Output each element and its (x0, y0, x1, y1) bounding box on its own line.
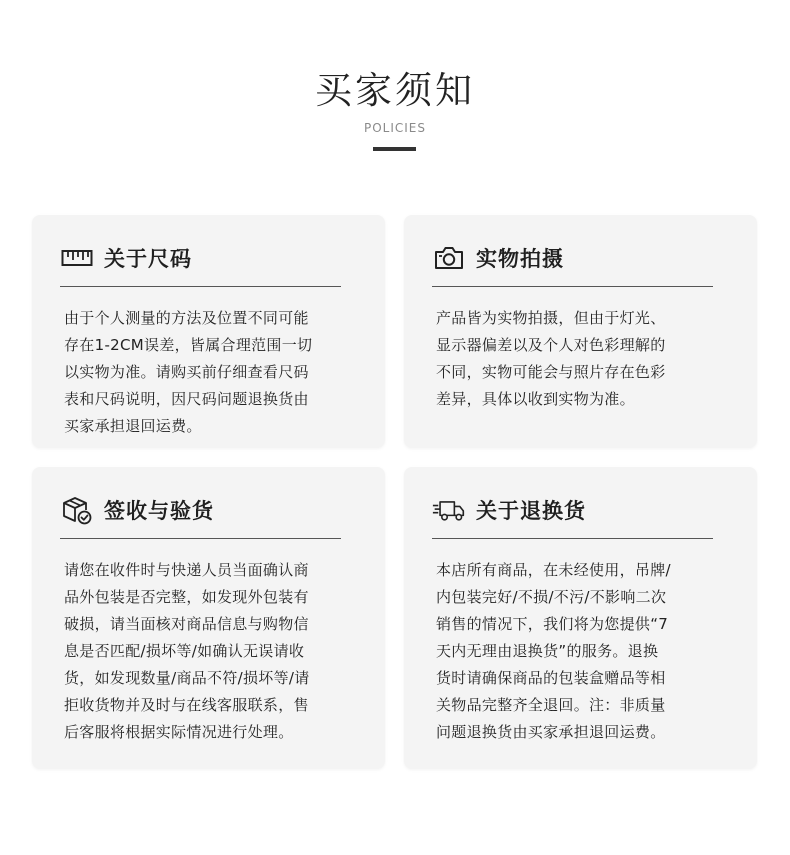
card-body (436, 557, 735, 746)
card-text-line: 买家承担退回运费。 (64, 417, 202, 435)
card-divider (60, 538, 341, 539)
card-text-line: 息是否匹配/损坏等/如确认无误请收 (64, 642, 305, 660)
ruler-icon (60, 241, 94, 275)
card-body (436, 305, 735, 413)
card-text-line: 破损，请当面核对商品信息与购物信 (64, 615, 309, 633)
card-text-line: 货，如发现数量/商品不符/损坏等/请 (64, 669, 310, 687)
card-header (60, 491, 214, 529)
card-title: 关于退换货 (476, 499, 586, 523)
title-underline (373, 147, 416, 151)
card-title: 关于尺码 (104, 247, 192, 271)
card-header (432, 239, 564, 277)
card-text-line: 存在1-2CM误差，皆属合理范围一切 (64, 336, 313, 354)
card-header (432, 491, 586, 529)
page-header (0, 0, 790, 160)
card-divider (432, 538, 713, 539)
card-text-line: 拒收货物并及时与在线客服联系，售 (64, 696, 309, 714)
card-text-line: 不同，实物可能会与照片存在色彩 (436, 363, 666, 381)
card-text-line: 天内无理由退换货”的服务。退换 (436, 642, 659, 660)
package-check-icon (60, 493, 94, 527)
policy-card-size (32, 215, 385, 448)
policy-card-photos (404, 215, 757, 448)
card-header (60, 239, 192, 277)
card-divider (432, 286, 713, 287)
card-text-line: 本店所有商品，在未经使用，吊牌/ (436, 561, 671, 579)
card-body (64, 305, 363, 440)
card-text-line: 差异，具体以收到实物为准。 (436, 390, 635, 408)
card-text-line: 请您在收件时与快递人员当面确认商 (64, 561, 309, 579)
delivery-truck-icon (432, 493, 466, 527)
page-subtitle: POLICIES (363, 121, 427, 135)
card-text-line: 表和尺码说明，因尺码问题退换货由 (64, 390, 309, 408)
card-text-line: 由于个人测量的方法及位置不同可能 (64, 309, 309, 327)
card-text-line: 关物品完整齐全退回。注：非质量 (436, 696, 666, 714)
card-title: 实物拍摄 (476, 247, 564, 271)
card-text-line: 后客服将根据实际情况进行处理。 (64, 723, 294, 741)
page-title: 买家须知 (315, 69, 475, 112)
card-body (64, 557, 363, 746)
camera-icon (432, 241, 466, 275)
card-text-line: 问题退换货由买家承担退回运费。 (436, 723, 666, 741)
card-text-line: 品外包装是否完整，如发现外包装有 (64, 588, 309, 606)
card-text-line: 产品皆为实物拍摄，但由于灯光、 (436, 309, 666, 327)
policy-card-receipt (32, 467, 385, 769)
card-text-line: 显示器偏差以及个人对色彩理解的 (436, 336, 666, 354)
policy-card-returns (404, 467, 757, 769)
card-text-line: 内包装完好/不损/不污/不影响二次 (436, 588, 667, 606)
card-text-line: 销售的情况下，我们将为您提供“7 (436, 615, 669, 633)
card-text-line: 货时请确保商品的包装盒赠品等相 (436, 669, 666, 687)
card-text-line: 以实物为准。请购买前仔细查看尺码 (64, 363, 309, 381)
card-title: 签收与验货 (104, 499, 214, 523)
card-divider (60, 286, 341, 287)
